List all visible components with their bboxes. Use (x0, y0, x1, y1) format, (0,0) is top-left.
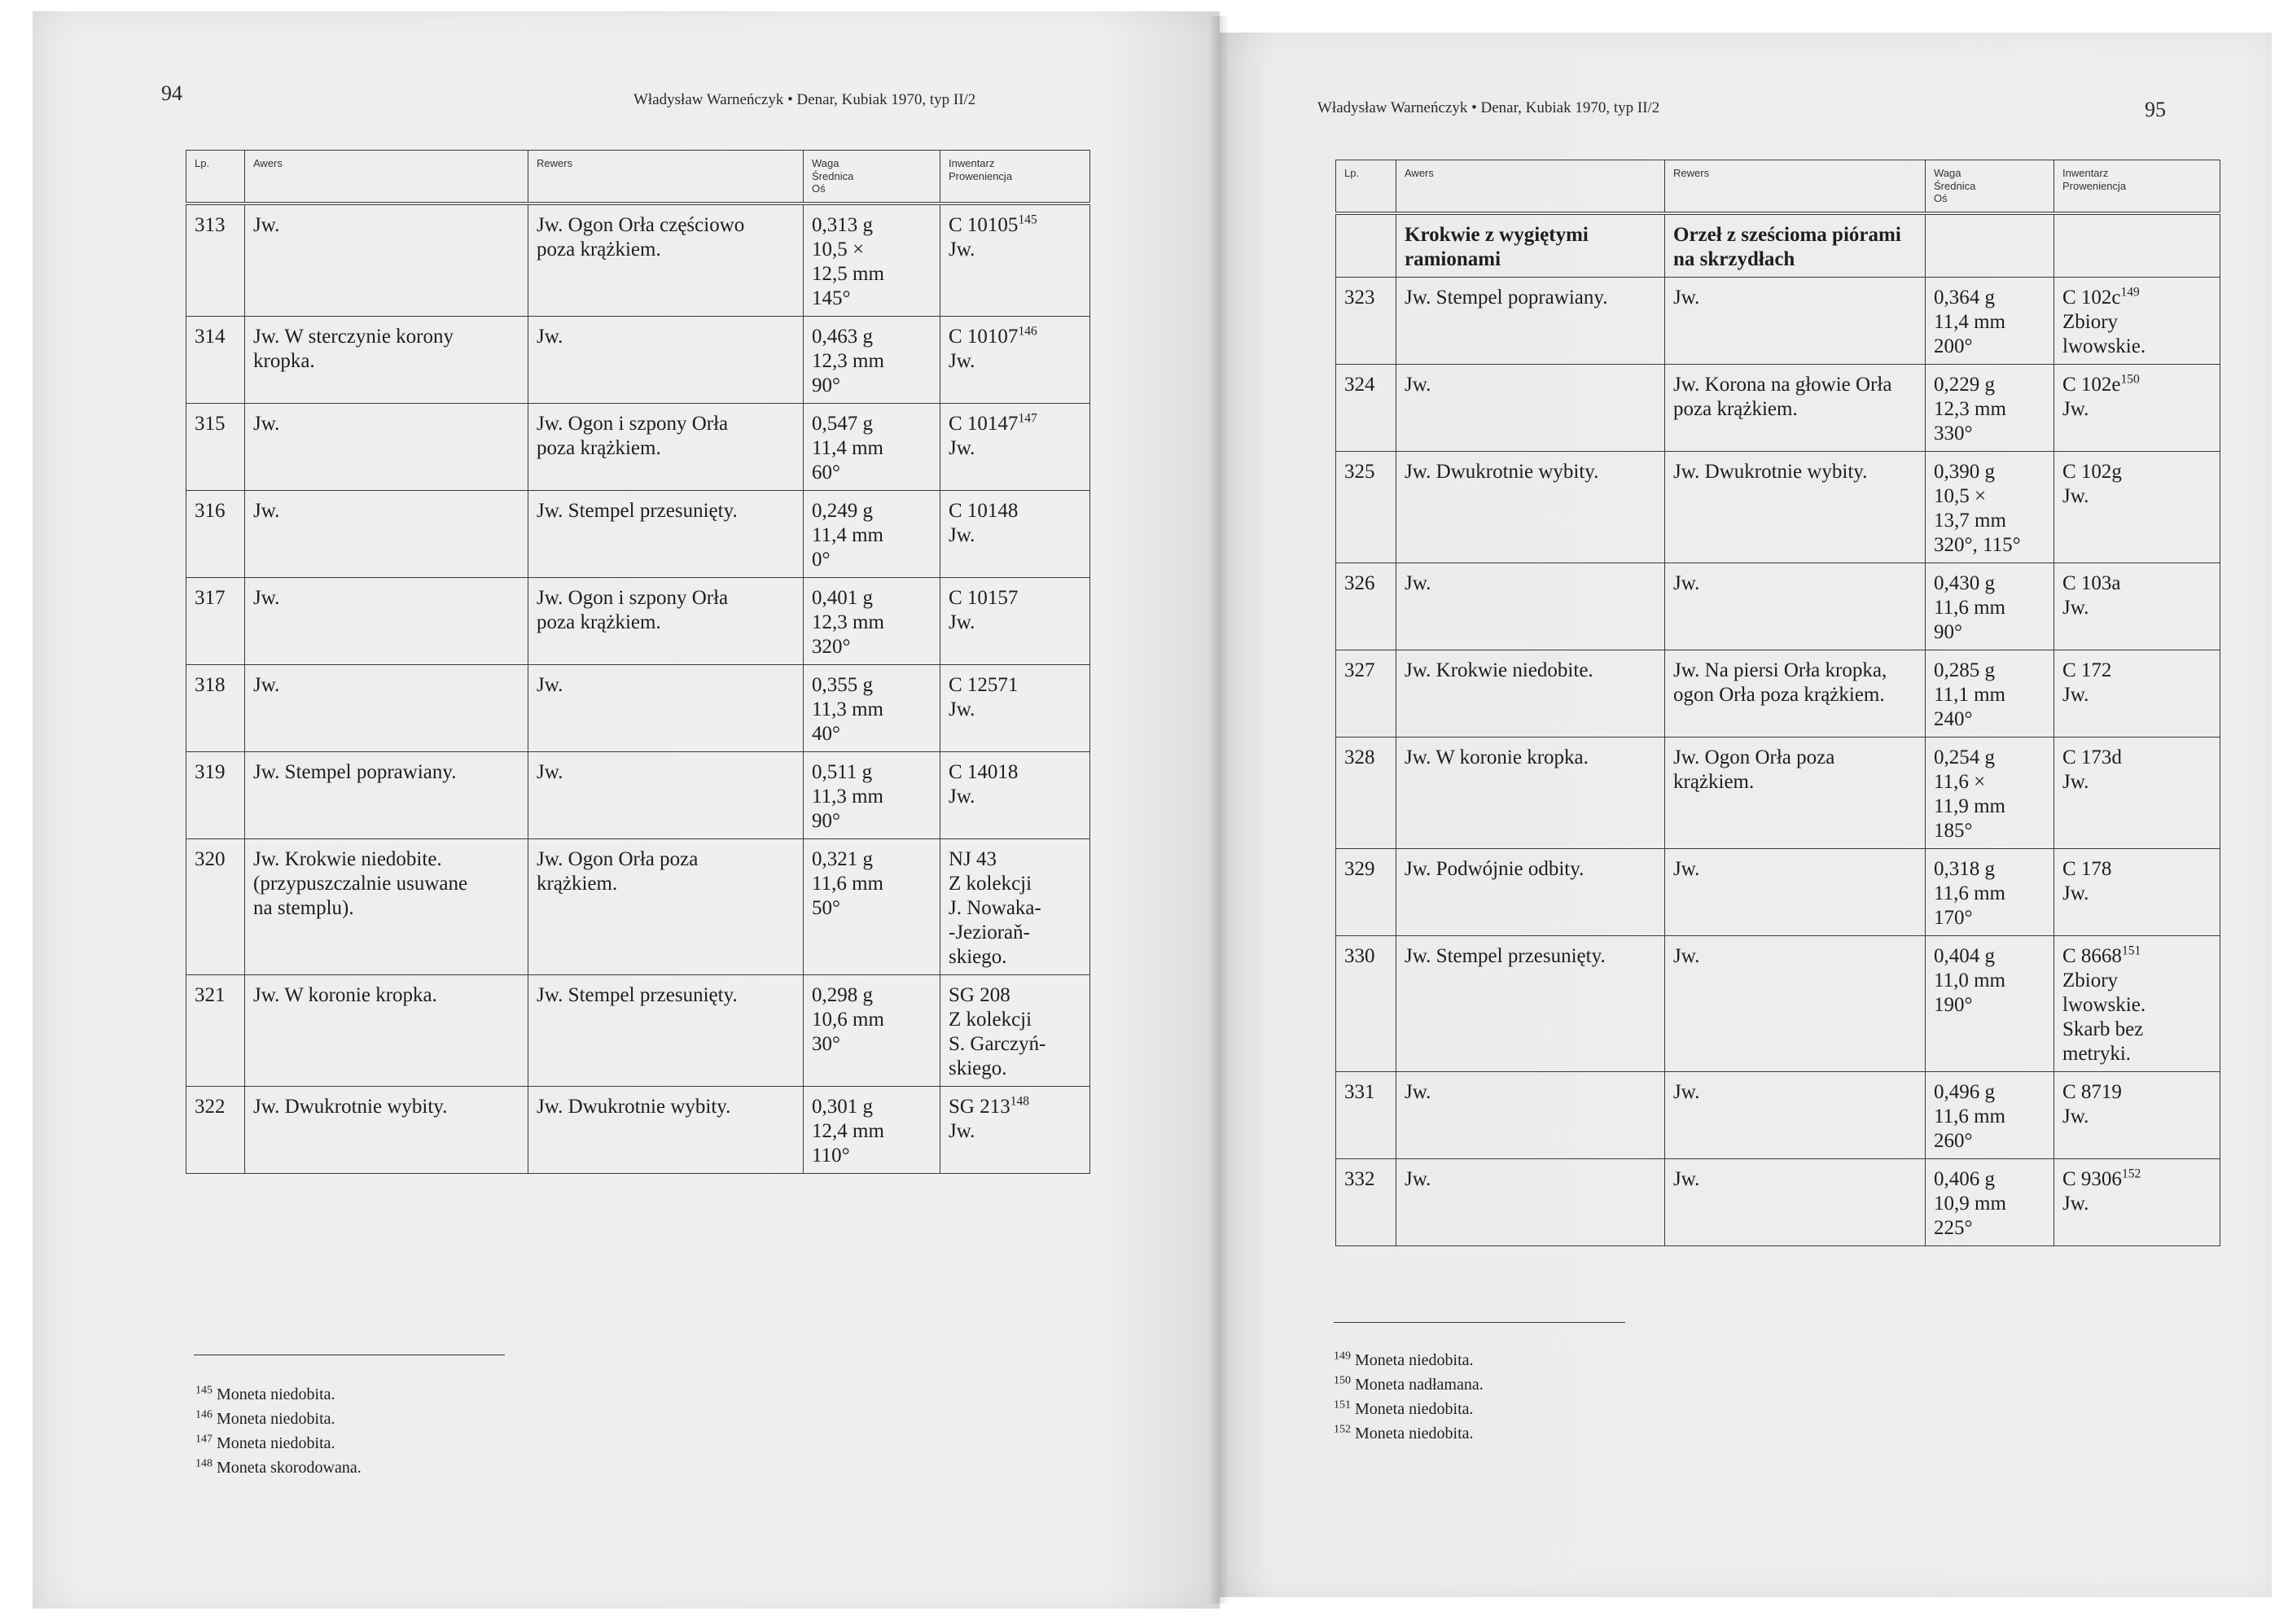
table-row (186, 974, 1090, 1086)
waga-cell: 0,355 g 11,3 mm 40° (804, 664, 940, 751)
provenance: Jw. (949, 698, 975, 720)
lp-cell: 324 (1336, 364, 1396, 451)
section-heading-row (1336, 213, 2220, 278)
footnote-text: Moneta nadłamana. (1355, 1376, 1484, 1394)
table-row (1336, 277, 2220, 364)
footnote (195, 1431, 362, 1455)
right-coin-table (1335, 160, 2220, 1246)
lp-cell: 322 (186, 1086, 245, 1173)
awers-cell: Jw. W koronie kropka. (1396, 737, 1665, 848)
awers-cell: Jw. W koronie kropka. (245, 974, 528, 1086)
footnote (1334, 1372, 1484, 1397)
header-awers: Awers (245, 151, 528, 204)
inventory-number: C 10148 (949, 499, 1019, 522)
waga-cell: 0,313 g 10,5 × 12,5 mm 145° (804, 204, 940, 317)
provenance: Jw. (949, 611, 975, 633)
header-lp: Lp. (1336, 160, 1396, 213)
waga-cell: 0,496 g 11,6 mm 260° (1926, 1071, 2054, 1158)
inwentarz-cell (2054, 1158, 2220, 1245)
footnote-number: 146 (195, 1408, 213, 1421)
inwentarz-cell (940, 403, 1090, 490)
table-row (1336, 451, 2220, 562)
inwentarz-cell (940, 204, 1090, 317)
inventory-number: C 102c (2062, 286, 2121, 309)
inventory-number: C 8668 (2062, 944, 2122, 967)
footnote-ref: 151 (2121, 943, 2141, 958)
provenance: Jw. (949, 785, 975, 808)
inventory-number: C 172 (2062, 659, 2112, 681)
inventory-number: C 178 (2062, 857, 2112, 880)
rewers-cell: Jw. Korona na głowie Orła poza krążkiem. (1665, 364, 1926, 451)
footnote (195, 1455, 362, 1480)
table-row (1336, 364, 2220, 451)
waga-cell: 0,547 g 11,4 mm 60° (804, 403, 940, 490)
awers-cell: Jw. (1396, 562, 1665, 650)
left-running-head: Władysław Warneńczyk • Denar, Kubiak 1970, typ II/2 (633, 91, 976, 108)
table-row (1336, 848, 2220, 935)
lp-cell: 319 (186, 751, 245, 838)
inwentarz-cell (940, 664, 1090, 751)
right-page-number: 95 (2145, 98, 2166, 121)
footnote-text: Moneta skorodowana. (217, 1459, 362, 1477)
lp-cell: 327 (1336, 650, 1396, 737)
inventory-number: SG 208 (949, 983, 1010, 1006)
table-row (1336, 1071, 2220, 1158)
waga-cell: 0,463 g 12,3 mm 90° (804, 316, 940, 403)
table-row (186, 316, 1090, 403)
lp-cell: 325 (1336, 451, 1396, 562)
footnote-ref: 145 (1018, 212, 1037, 227)
waga-cell: 0,364 g 11,4 mm 200° (1926, 277, 2054, 364)
left-page-number: 94 (161, 81, 182, 105)
inwentarz-cell (940, 974, 1090, 1086)
footnote-number: 145 (195, 1384, 213, 1397)
awers-cell: Jw. (245, 204, 528, 317)
inwentarz-cell (2054, 277, 2220, 364)
section-inwentarz-cell (2054, 213, 2220, 278)
footnote-ref: 147 (1018, 411, 1037, 426)
provenance: Zbiory lwowskie. (2062, 310, 2146, 357)
waga-cell: 0,401 g 12,3 mm 320° (804, 577, 940, 664)
footnote-ref: 148 (1010, 1094, 1029, 1109)
inwentarz-cell (940, 490, 1090, 577)
awers-cell: Jw. Stempel poprawiany. (245, 751, 528, 838)
inwentarz-cell (940, 1086, 1090, 1173)
rewers-cell: Jw. (1665, 1071, 1926, 1158)
rewers-cell: Jw. (528, 664, 804, 751)
lp-cell: 316 (186, 490, 245, 577)
inwentarz-cell (2054, 364, 2220, 451)
inventory-number: C 103a (2062, 571, 2121, 594)
right-footnote-rule (1334, 1322, 1625, 1323)
table-row (1336, 562, 2220, 650)
table-row (186, 838, 1090, 974)
lp-cell: 315 (186, 403, 245, 490)
inwentarz-cell (940, 577, 1090, 664)
provenance: Jw. (949, 1119, 975, 1142)
left-coin-table (186, 150, 1090, 1174)
table-row (186, 204, 1090, 317)
header-waga-srednica-os: Waga Średnica Oś (1926, 160, 2054, 213)
table-row (1336, 935, 2220, 1071)
awers-cell: Jw. (1396, 1071, 1665, 1158)
rewers-cell: Jw. (1665, 277, 1926, 364)
footnote (195, 1407, 362, 1431)
waga-cell: 0,406 g 10,9 mm 225° (1926, 1158, 2054, 1245)
footnote (195, 1382, 362, 1407)
provenance: Jw. (2062, 882, 2089, 904)
waga-cell: 0,430 g 11,6 mm 90° (1926, 562, 2054, 650)
header-awers: Awers (1396, 160, 1665, 213)
inventory-number: C 12571 (949, 673, 1019, 696)
inwentarz-cell (940, 838, 1090, 974)
section-waga-cell (1926, 213, 2054, 278)
waga-cell: 0,404 g 11,0 mm 190° (1926, 935, 2054, 1071)
provenance: Jw. (2062, 1105, 2089, 1127)
footnote-text: Moneta niedobita. (1355, 1351, 1474, 1369)
provenance: Jw. (2062, 1192, 2089, 1215)
rewers-cell: Jw. Ogon Orła częściowo poza krążkiem. (528, 204, 804, 317)
rewers-cell: Jw. Ogon i szpony Orła poza krążkiem. (528, 403, 804, 490)
inventory-number: C 102g (2062, 460, 2122, 483)
inventory-number: C 9306 (2062, 1167, 2122, 1190)
provenance: Jw. (2062, 683, 2089, 706)
header-inwentarz-proweniencja: Inwentarz Proweniencja (2054, 160, 2220, 213)
inwentarz-cell (2054, 451, 2220, 562)
footnote-ref: 146 (1018, 324, 1037, 339)
inventory-number: C 10147 (949, 412, 1019, 435)
rewers-cell: Jw. Dwukrotnie wybity. (1665, 451, 1926, 562)
lp-cell: 323 (1336, 277, 1396, 364)
lp-cell: 329 (1336, 848, 1396, 935)
awers-cell: Jw. (245, 664, 528, 751)
rewers-cell: Jw. (1665, 562, 1926, 650)
waga-cell: 0,321 g 11,6 mm 50° (804, 838, 940, 974)
provenance: Z kolekcji J. Nowaka- -Jezioraň- skiego. (949, 872, 1041, 968)
awers-cell: Jw. Stempel przesunięty. (1396, 935, 1665, 1071)
awers-cell: Jw. Krokwie niedobite. (1396, 650, 1665, 737)
table-row (186, 490, 1090, 577)
rewers-cell: Jw. Stempel przesunięty. (528, 490, 804, 577)
rewers-cell: Jw. Na piersi Orła kropka, ogon Orła poza krążkiem. (1665, 650, 1926, 737)
waga-cell: 0,318 g 11,6 mm 170° (1926, 848, 2054, 935)
footnote-number: 150 (1334, 1374, 1351, 1387)
rewers-cell: Jw. Stempel przesunięty. (528, 974, 804, 1086)
footnote-ref: 149 (2120, 285, 2140, 300)
inventory-number: C 10107 (949, 325, 1019, 348)
left-footnotes (195, 1382, 362, 1480)
inwentarz-cell (2054, 562, 2220, 650)
lp-cell: 331 (1336, 1071, 1396, 1158)
awers-cell: Jw. (1396, 364, 1665, 451)
provenance: Jw. (2062, 484, 2089, 507)
rewers-cell: Jw. (1665, 935, 1926, 1071)
provenance: Z kolekcji S. Garczyń- skiego. (949, 1008, 1046, 1079)
awers-cell: Jw. (245, 403, 528, 490)
inwentarz-cell (2054, 848, 2220, 935)
provenance: Jw. (2062, 770, 2089, 793)
lp-cell: 326 (1336, 562, 1396, 650)
inventory-number: C 173d (2062, 746, 2122, 768)
awers-cell: Jw. Stempel poprawiany. (1396, 277, 1665, 364)
waga-cell: 0,229 g 12,3 mm 330° (1926, 364, 2054, 451)
lp-cell: 317 (186, 577, 245, 664)
inventory-number: C 8719 (2062, 1080, 2122, 1103)
header-lp: Lp. (186, 151, 245, 204)
footnote-text: Moneta niedobita. (217, 1434, 335, 1452)
footnote (1334, 1348, 1484, 1372)
provenance: Zbiory lwowskie. Skarb bez metryki. (2062, 969, 2146, 1065)
inventory-number: SG 213 (949, 1095, 1010, 1118)
table-row (186, 577, 1090, 664)
lp-cell: 330 (1336, 935, 1396, 1071)
table-header-row (186, 151, 1090, 204)
awers-cell: Jw. Dwukrotnie wybity. (1396, 451, 1665, 562)
rewers-cell: Jw. (528, 316, 804, 403)
footnote-text: Moneta niedobita. (217, 1410, 335, 1428)
footnote-text: Moneta niedobita. (1355, 1400, 1474, 1418)
footnote (1334, 1421, 1484, 1446)
inwentarz-cell (2054, 737, 2220, 848)
footnote-ref: 150 (2120, 372, 2140, 387)
inwentarz-cell (2054, 650, 2220, 737)
rewers-cell: Jw. Dwukrotnie wybity. (528, 1086, 804, 1173)
inwentarz-cell (940, 316, 1090, 403)
footnote-number: 149 (1334, 1350, 1351, 1363)
right-footnotes (1334, 1348, 1484, 1446)
waga-cell: 0,301 g 12,4 mm 110° (804, 1086, 940, 1173)
table-row (186, 751, 1090, 838)
waga-cell: 0,285 g 11,1 mm 240° (1926, 650, 2054, 737)
provenance: Jw. (949, 436, 975, 459)
header-rewers: Rewers (1665, 160, 1926, 213)
table-row (1336, 650, 2220, 737)
inventory-number: C 10105 (949, 213, 1019, 236)
rewers-cell: Jw. (1665, 1158, 1926, 1245)
footnote (1334, 1397, 1484, 1421)
lp-cell: 320 (186, 838, 245, 974)
inwentarz-cell (940, 751, 1090, 838)
lp-cell: 321 (186, 974, 245, 1086)
table-row (186, 664, 1090, 751)
footnote-text: Moneta niedobita. (1355, 1425, 1474, 1442)
waga-cell: 0,254 g 11,6 × 11,9 mm 185° (1926, 737, 2054, 848)
waga-cell: 0,249 g 11,4 mm 0° (804, 490, 940, 577)
waga-cell: 0,390 g 10,5 × 13,7 mm 320°, 115° (1926, 451, 2054, 562)
awers-cell: Jw. Podwójnie odbity. (1396, 848, 1665, 935)
awers-cell: Jw. (245, 577, 528, 664)
lp-cell: 332 (1336, 1158, 1396, 1245)
section-lp-cell (1336, 213, 1396, 278)
table-row (186, 403, 1090, 490)
rewers-cell: Jw. Ogon Orła poza krążkiem. (528, 838, 804, 974)
inwentarz-cell (2054, 935, 2220, 1071)
right-running-head: Władysław Warneńczyk • Denar, Kubiak 1970, typ II/2 (1317, 99, 1660, 116)
provenance: Jw. (949, 238, 975, 260)
rewers-cell: Jw. Ogon i szpony Orła poza krążkiem. (528, 577, 804, 664)
provenance: Jw. (2062, 596, 2089, 619)
lp-cell: 318 (186, 664, 245, 751)
inventory-number: C 102e (2062, 373, 2121, 396)
inventory-number: C 10157 (949, 586, 1019, 609)
awers-cell: Jw. Dwukrotnie wybity. (245, 1086, 528, 1173)
section-rewers-heading: Orzeł z sześcioma piórami na skrzydłach (1665, 213, 1926, 278)
footnote-number: 147 (195, 1433, 213, 1446)
header-waga-srednica-os: Waga Średnica Oś (804, 151, 940, 204)
book-gutter (1210, 16, 1228, 1604)
lp-cell: 313 (186, 204, 245, 317)
footnote-number: 152 (1334, 1423, 1351, 1436)
rewers-cell: Jw. Ogon Orła poza krążkiem. (1665, 737, 1926, 848)
header-inwentarz-proweniencja: Inwentarz Proweniencja (940, 151, 1090, 204)
table-row (1336, 737, 2220, 848)
lp-cell: 314 (186, 316, 245, 403)
lp-cell: 328 (1336, 737, 1396, 848)
rewers-cell: Jw. (528, 751, 804, 838)
table-header-row (1336, 160, 2220, 213)
table-row (186, 1086, 1090, 1173)
footnote-text: Moneta niedobita. (217, 1385, 335, 1403)
header-rewers: Rewers (528, 151, 804, 204)
provenance: Jw. (949, 523, 975, 546)
provenance: Jw. (949, 349, 975, 372)
awers-cell: Jw. (1396, 1158, 1665, 1245)
inwentarz-cell (2054, 1071, 2220, 1158)
awers-cell: Jw. (245, 490, 528, 577)
inventory-number: NJ 43 (949, 847, 997, 870)
inventory-number: C 14018 (949, 760, 1019, 783)
footnote-number: 151 (1334, 1399, 1351, 1412)
table-row (1336, 1158, 2220, 1245)
awers-cell: Jw. Krokwie niedobite. (przypuszczalnie usuwane na stemplu). (245, 838, 528, 974)
waga-cell: 0,511 g 11,3 mm 90° (804, 751, 940, 838)
awers-cell: Jw. W sterczynie korony kropka. (245, 316, 528, 403)
footnote-number: 148 (195, 1457, 213, 1470)
provenance: Jw. (2062, 397, 2089, 420)
section-awers-heading: Krokwie z wygiętymi ramionami (1396, 213, 1665, 278)
footnote-ref: 152 (2121, 1167, 2141, 1181)
waga-cell: 0,298 g 10,6 mm 30° (804, 974, 940, 1086)
rewers-cell: Jw. (1665, 848, 1926, 935)
